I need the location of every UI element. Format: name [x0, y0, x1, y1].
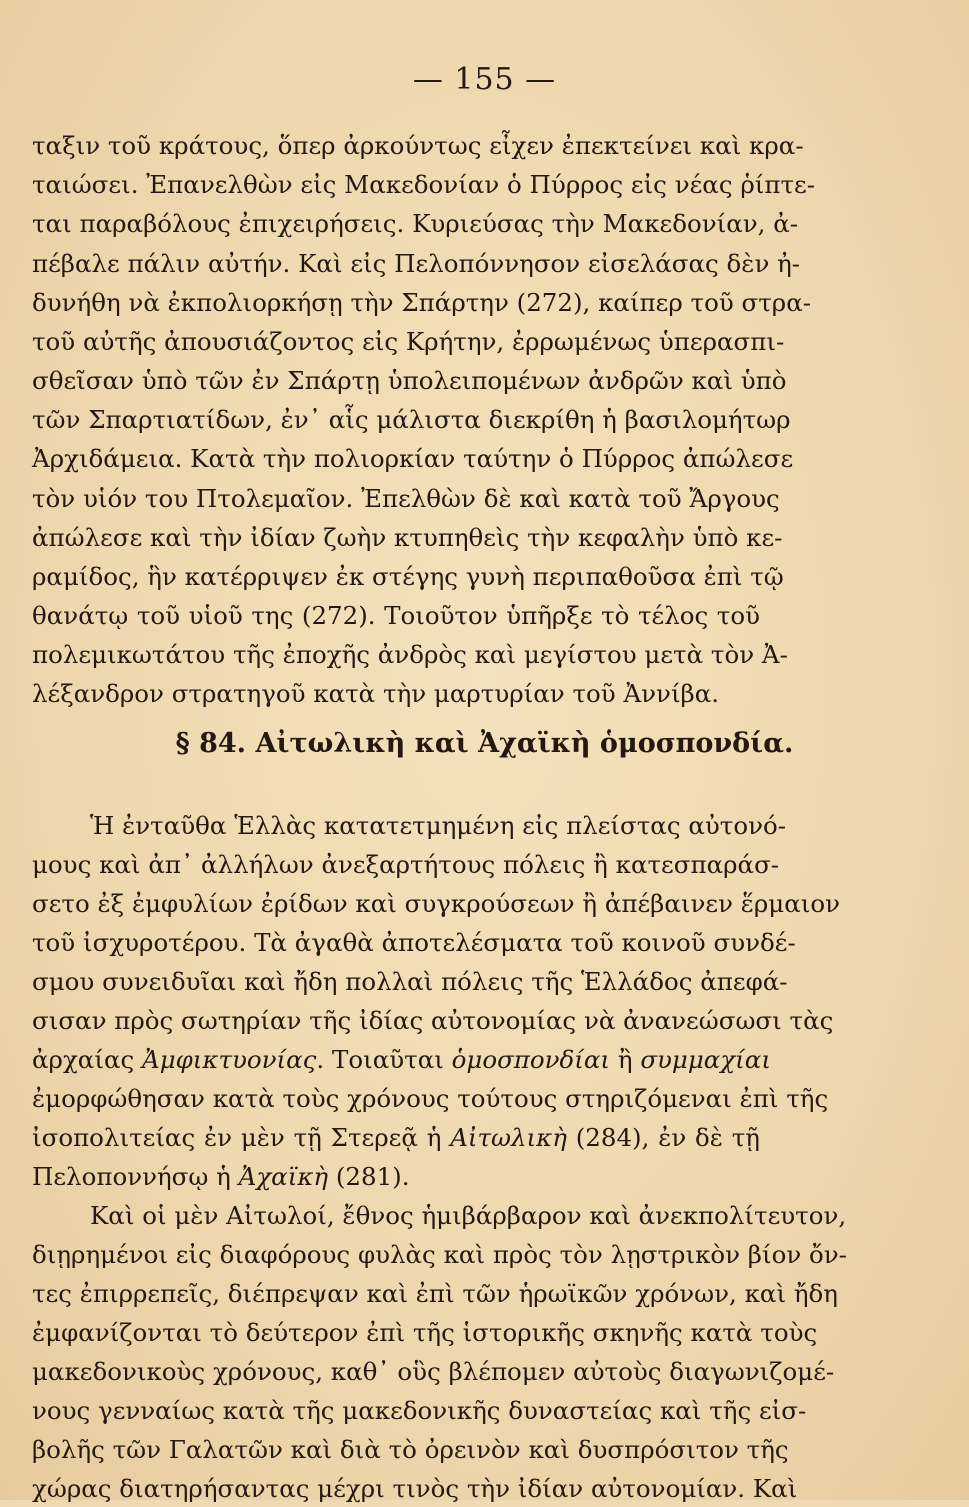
text-run: ἀρχαίας [32, 1045, 142, 1074]
text-line: τοῦ αὐτῆς ἀπουσιάζοντος εἰς Κρήτην, ἐρρωμένως ὑπερασπι- [32, 327, 785, 356]
text-line: λέξανδρον στρατηγοῦ κατὰ τὴν μαρτυρίαν τοῦ Ἀννίβα. [32, 679, 720, 708]
text-line: Ἡ ἐνταῦθα Ἑλλὰς κατατετμημένη εἰς πλείστας αὐτονό- [90, 811, 787, 840]
text-run: (284), ἐν δὲ τῇ [566, 1123, 760, 1152]
text-line: σισαν πρὸς σωτηρίαν τῆς ἰδίας αὐτονομίας νὰ ἀνανεώσωσι τὰς [32, 1006, 834, 1035]
text-line: διῃρημένοι εἰς διαφόρους φυλὰς καὶ πρὸς τὸν λῃστρικὸν βίον ὄν- [32, 1240, 847, 1269]
text-line: ἀπώλεσε καὶ τὴν ἰδίαν ζωὴν κτυπηθεὶς τὴν κεφαλὴν ὑπὸ κε- [32, 523, 783, 552]
text-line: ταξιν τοῦ κράτους, ὅπερ ἀρκούντως εἶχεν ἐπεκτείνει καὶ κρα- [32, 131, 804, 160]
italic-term: ὁμοσπονδίαι [451, 1045, 611, 1074]
text-line: ταιώσει. Ἐπανελθὼν εἰς Μακεδονίαν ὁ Πύρρος εἰς νέας ῥίπτε- [32, 170, 815, 199]
text-line: ραμίδος, ἣν κατέρριψεν ἐκ στέγης γυνὴ περιπαθοῦσα ἐπὶ τῷ [32, 562, 784, 591]
text-line: ἐμφανίζονται τὸ δεύτερον ἐπὶ τῆς ἱστορικῆς σκηνῆς κατὰ τοὺς [32, 1318, 818, 1347]
text-line: τοῦ ἰσχυροτέρου. Τὰ ἀγαθὰ ἀποτελέσματα τοῦ κοινοῦ συνδέ- [32, 928, 796, 957]
text-line: Καὶ οἱ μὲν Αἰτωλοί, ἔθνος ἡμιβάρβαρον καὶ ἀνεκπολίτευτον, [90, 1201, 847, 1230]
text-line [32, 1120, 760, 1156]
italic-term: Ἀμφικτυονίας [142, 1045, 317, 1074]
text-run: ἢ [610, 1045, 641, 1074]
italic-term: Αἰτωλικὴ [450, 1123, 567, 1152]
text-run: ἰσοπολιτείας ἐν μὲν τῇ Στερεᾷ ἡ [32, 1123, 451, 1152]
page-number: — 155 — [412, 62, 557, 97]
text-run: . Τοιαῦται [316, 1045, 452, 1074]
text-line: χώρας διατηρήσαντας μέχρι τινὸς τὴν ἰδίαν αὐτονομίαν. Καὶ [32, 1474, 798, 1503]
italic-term: συμμαχίαι [640, 1045, 771, 1074]
text-line [32, 1159, 760, 1195]
text-line: πολεμικωτάτου τῆς ἐποχῆς ἀνδρὸς καὶ μεγίστου μετὰ τὸν Ἀ- [32, 640, 788, 669]
text-line: σμου συνειδυῖαι καὶ ἤδη πολλαὶ πόλεις τῆς Ἑλλάδος ἀπεφά- [32, 967, 788, 996]
text-line: σετο ἐξ ἐμφυλίων ἐρίδων καὶ συγκρούσεων ἢ ἀπέβαινεν ἕρμαιον [32, 889, 841, 918]
text-line: σθεῖσαν ὑπὸ τῶν ἐν Σπάρτῃ ὑπολειπομένων ἀνδρῶν καὶ ὑπὸ [32, 366, 787, 395]
text-line: δυνήθη νὰ ἐκπολιορκήσῃ τὴν Σπάρτην (272), καίπερ τοῦ στρα- [32, 288, 812, 317]
text-run: (281). [328, 1162, 410, 1191]
text-line: μακεδονικοὺς χρόνους, καθ᾿ οὓς βλέπομεν αὐτοὺς διαγωνιζομέ- [32, 1357, 835, 1386]
text-line: ἐμορφώθησαν κατὰ τοὺς χρόνους τούτους στηριζόμεναι ἐπὶ τῆς [32, 1084, 829, 1113]
text-line: μους καὶ ἀπ᾿ ἀλλήλων ἀνεξαρτήτους πόλεις ἢ κατεσπαράσ- [32, 850, 780, 879]
text-line: θανάτῳ τοῦ υἱοῦ της (272). Τοιοῦτον ὑπῆρξε τὸ τέλος τοῦ [32, 601, 760, 630]
text-run: Πελοποννήσῳ ἡ [32, 1162, 239, 1191]
text-line: πέβαλε πάλιν αὐτήν. Καὶ εἰς Πελοπόννησον εἰσελάσας δὲν ἠ- [32, 249, 801, 278]
text-line: βολῆς τῶν Γαλατῶν καὶ διὰ τὸ ὀρεινὸν καὶ δυσπρόσιτον τῆς [32, 1435, 789, 1464]
text-line: ται παραβόλους ἐπιχειρήσεις. Κυριεύσας τὴν Μακεδονίαν, ἀ- [32, 209, 799, 238]
text-line: τες ἐπιρρεπεῖς, διέπρεψαν καὶ ἐπὶ τῶν ἡρωϊκῶν χρόνων, καὶ ἤδη [32, 1279, 838, 1308]
text-line: Ἀρχιδάμεια. Κατὰ τὴν πολιορκίαν ταύτην ὁ Πύρρος ἀπώλεσε [32, 444, 794, 473]
text-line: νους γενναίως κατὰ τῆς μακεδονικῆς δυναστείας καὶ τῆς εἰσ- [32, 1396, 807, 1425]
text-line [32, 1042, 771, 1078]
text-line: τὸν υἱόν του Πτολεμαῖον. Ἐπελθὼν δὲ καὶ κατὰ τοῦ Ἄργους [32, 484, 780, 513]
text-line: τῶν Σπαρτιατίδων, ἐν᾿ αἷς μάλιστα διεκρίθη ἡ βασιλομήτωρ [32, 405, 791, 434]
section-heading: § 84. Αἰτωλικὴ καὶ Ἀχαϊκὴ ὁμοσπονδία. [175, 728, 794, 759]
italic-term: Ἀχαϊκὴ [238, 1162, 329, 1191]
